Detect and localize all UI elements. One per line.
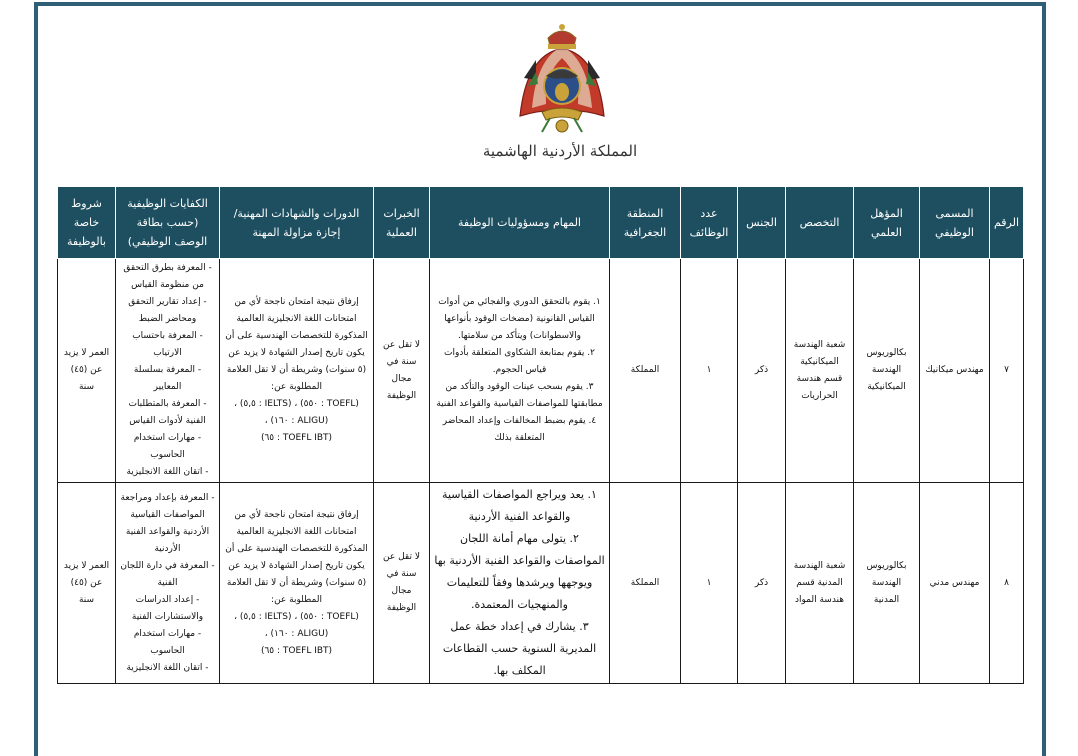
table-header-row [58,187,1024,259]
cell-number: ٧ [990,259,1024,483]
header-courses: الدورات والشهادات المهنية/إجازة مزاولة المهنة [220,187,374,259]
header-qualification: المؤهل العلمي [854,187,920,259]
header-tasks: المهام ومسؤوليات الوظيفة [430,187,610,259]
cell-special-conditions: العمر لا يزيد عن (٤٥) سنة [58,483,116,684]
course-line: (TOEFL : ٥٥٠) ، (IELTS : ٥,٥) ، [234,399,359,409]
competency-line: - اتقان اللغة الانجليزية [126,467,209,477]
header-competencies: الكفايات الوظيفية (حسب بطاقة الوصف الوظيفي) [116,187,220,259]
competency-line: - إعداد تقارير التحقق ومحاضر الضبط [128,297,207,324]
cell-qualification: بكالوريوس الهندسة الميكانيكية [854,259,920,483]
task-line: ٣. يشارك في إعداد خطة عمل المديرية السنوية حسب القطاعات المكلف بها. [442,620,597,677]
jordan-coat-of-arms-icon [506,20,618,136]
page-frame-top [34,2,1046,6]
header-number: الرقم [990,187,1024,259]
cell-competencies [116,483,220,684]
course-line: (ALIGU : ١٦٠) ، [264,628,329,639]
competency-line: - مهارات استخدام الحاسوب [133,628,202,656]
competency-line: - المعرفة في دارة اللجان الفنية [120,560,215,588]
course-line: (TOEFL : ٥٥٠) ، (IELTS : ٥,٥) ، [234,611,359,622]
competency-line: - المعرفة بسلسلة المعايير [133,365,202,392]
course-line: (ALIGU : ١٦٠) ، [264,416,329,426]
cell-count: ١ [681,483,738,684]
page-frame-left [34,4,38,756]
cell-tasks [430,483,610,684]
competency-line: - المعرفة بطرق التحقق من منظومة القياس [123,263,212,290]
header-specialization: التخصص [786,187,854,259]
task-line: ١. يعد ويراجع المواصفات القياسية والقواعد الفنية الأردنية [442,488,597,523]
course-line: إرفاق نتيجة امتحان ناجحة لأي من امتحانات اللغة الانجليزية العالمية المذكورة للتخصصات الهندسية على أن يكون تاريخ إصدار الشهادة لا يزيد عن (٥ سنوات) وشريطة أن لا تقل العلامة المطلوبة عن: [225,509,368,605]
task-line: ٤. يقوم بضبط المخالفات وإعداد المحاضر المتعلقة بذلك [442,416,597,443]
course-line: (TOEFL IBT : ٦٥) [260,433,333,443]
cell-experience: لا تقل عن سنة في مجال الوظيفة [374,483,430,684]
header-region: المنطقة الجغرافية [610,187,681,259]
task-line: ١. يقوم بالتحقق الدوري والفجائي من أدوات القياس القانونية (مضخات الوقود بأنواعها والاسطوانات) ويتأكد من سلامتها. [438,297,601,341]
header-special-conditions: شروط خاصة بالوظيفة [58,187,116,259]
competency-line: - اتقان اللغة الانجليزية [126,662,209,673]
competency-line: - مهارات استخدام الحاسوب [133,433,202,460]
course-line: (TOEFL IBT : ٦٥) [260,645,333,656]
jobs-table [57,186,1024,684]
competency-line: - إعداد الدراسات والاستشارات الفنية [131,594,204,622]
cell-job-title: مهندس مدني [920,483,990,684]
cell-qualification: بكالوريوس الهندسة المدنية [854,483,920,684]
cell-courses [220,483,374,684]
cell-count: ١ [681,259,738,483]
header-experience: الخبرات العملية [374,187,430,259]
kingdom-name: المملكة الأردنية الهاشمية [482,142,638,160]
header-count: عدد الوظائف [681,187,738,259]
table-row [58,259,1024,483]
task-line: ٢. يتولى مهام أمانة اللجان المواصفات والقواعد الفنية الأردنية بها ويوجهها ويرشدها وفقاً للتعليمات والمنهجيات المعتمدة. [434,532,605,611]
cell-region: المملكة [610,483,681,684]
competency-line: - المعرفة بإعداد ومراجعة المواصفات القياسية الأردنية والقواعد الفنية الأردنية [120,492,215,554]
task-line: ٣. يقوم بسحب عينات الوقود والتأكد من مطابقتها للمواصفات القياسية والقواعد الفنية [436,382,603,409]
table-row [58,483,1024,684]
page-frame-right [1042,4,1046,756]
competency-line: - المعرفة باحتساب الارتياب [132,331,203,358]
cell-region: المملكة [610,259,681,483]
cell-specialization: شعبة الهندسة الميكانيكية قسم هندسة الحراريات [786,259,854,483]
course-line: إرفاق نتيجة امتحان ناجحة لأي من امتحانات اللغة الانجليزية العالمية المذكورة للتخصصات الهندسية على أن يكون تاريخ إصدار الشهادة لا يزيد عن (٥ سنوات) وشريطة أن لا تقل العلامة المطلوبة عن: [225,297,368,392]
cell-experience: لا تقل عن سنة في مجال الوظيفة [374,259,430,483]
cell-job-title: مهندس ميكانيك [920,259,990,483]
cell-gender: ذكر [738,483,786,684]
cell-number: ٨ [990,483,1024,684]
header-job-title: المسمى الوظيفي [920,187,990,259]
cell-tasks [430,259,610,483]
cell-courses [220,259,374,483]
task-line: ٢. يقوم بمتابعة الشكاوى المتعلقة بأدوات قياس الحجوم. [444,348,595,375]
cell-gender: ذكر [738,259,786,483]
header-gender: الجنس [738,187,786,259]
cell-competencies [116,259,220,483]
cell-special-conditions: العمر لا يزيد عن (٤٥) سنة [58,259,116,483]
cell-specialization: شعبة الهندسة المدنية قسم هندسة المواد [786,483,854,684]
competency-line: - المعرفة بالمتطلبات الفنية لأدوات القياس [128,399,207,426]
